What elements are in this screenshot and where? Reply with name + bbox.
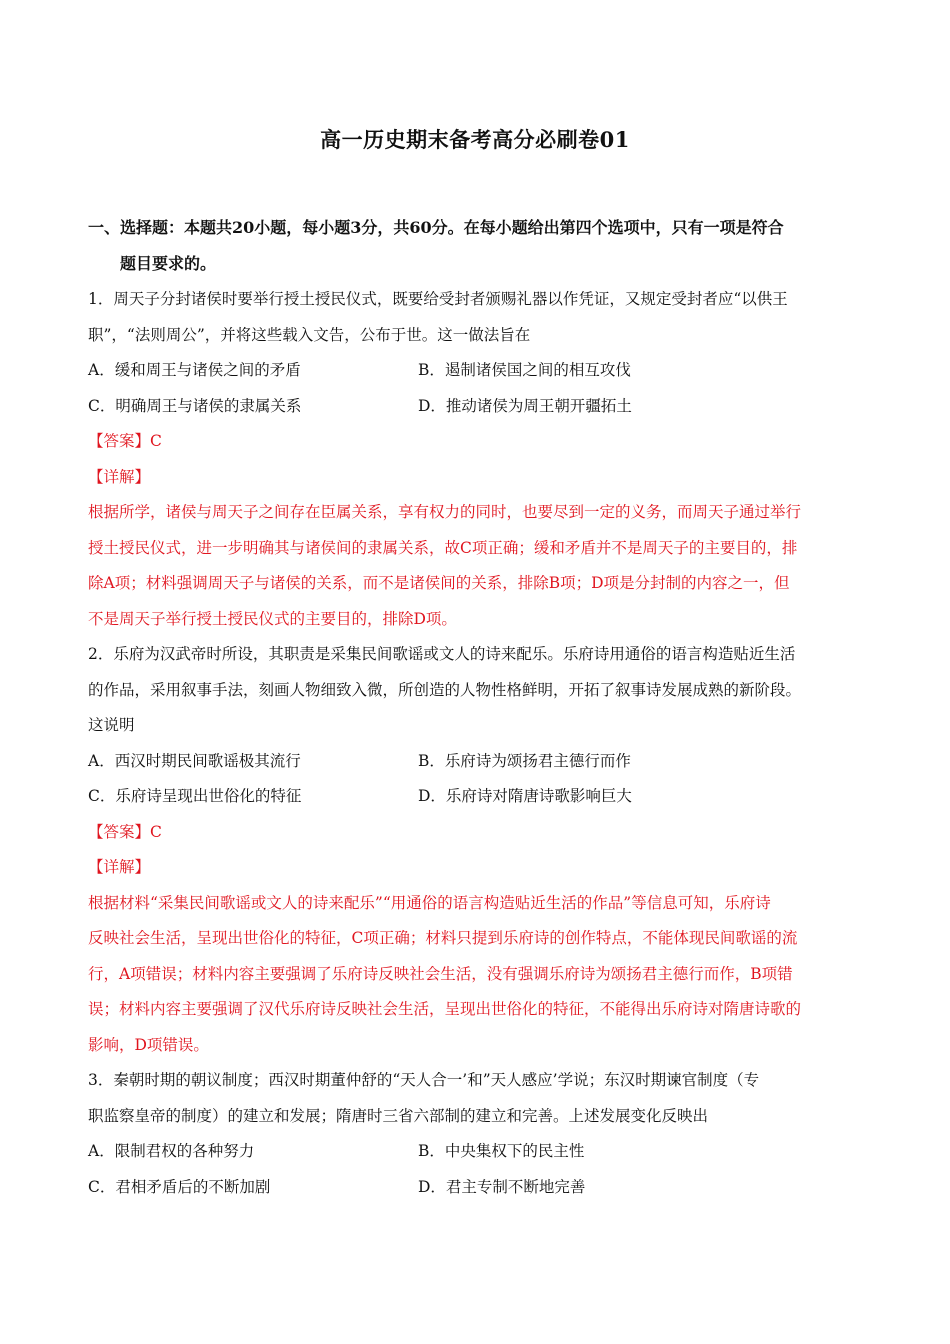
question-1-option-d: D．推动诸侯为周王朝开疆拓土 (418, 396, 632, 415)
questions-container (88, 282, 864, 1205)
question-2-stem-line-3: 这说明 (88, 716, 135, 734)
question-1-stem-line-1: 1．周天子分封诸侯时要举行授土授民仪式，既要给受封者颁赐礼器以作凭证，又规定受封者应“以供王 (88, 290, 788, 308)
question-2-detail-label: 【详解】 (88, 858, 151, 876)
question-1-answer: 【答案】C (88, 432, 162, 450)
question-1 (88, 282, 864, 637)
question-3 (88, 1063, 864, 1205)
question-2 (88, 637, 864, 1063)
question-1-stem-line-2: 职”，“法则周公”，并将这些载入文告，公布于世。这一做法旨在 (88, 325, 531, 344)
question-1-detail-line-3: 除A项；材料强调周天子与诸侯的关系，而不是诸侯间的关系，排除B项；D项是分封制的内容之一，但 (88, 574, 790, 592)
question-2-detail-line-5: 影响，D项错误。 (88, 1035, 209, 1054)
question-2-option-d: D．乐府诗对隋唐诗歌影响巨大 (418, 787, 632, 805)
question-2-detail-line-1: 根据材料“采集民间歌谣或文人的诗来配乐”“用通俗的语言构造贴近生活的作品”等信息可知，乐府诗 (88, 893, 771, 912)
section-heading-line-2: 题目要求的。 (120, 254, 217, 273)
question-2-stem-line-1: 2．乐府为汉武帝时所设，其职责是采集民间歌谣或文人的诗来配乐。乐府诗用通俗的语言构造贴近生活 (88, 645, 796, 663)
question-2-detail-line-3: 行，A项错误；材料内容主要强调了乐府诗反映社会生活，没有强调乐府诗为颂扬君主德行而作，B项错 (88, 964, 793, 983)
question-2-option-a: A．西汉时期民间歌谣极其流行 (88, 751, 301, 770)
question-1-options-row-1 (88, 353, 864, 389)
question-1-detail-line-2: 授土授民仪式，进一步明确其与诸侯间的隶属关系，故C项正确；缓和矛盾并不是周天子的主要目的，排 (88, 538, 798, 557)
question-3-option-a: A．限制君权的各种努力 (88, 1142, 255, 1160)
question-3-option-c: C．君相矛盾后的不断加剧 (88, 1177, 271, 1196)
question-1-detail-line-4: 不是周天子举行授土授民仪式的主要目的，排除D项。 (88, 609, 457, 628)
question-3-option-d: D．君主专制不断地完善 (418, 1177, 586, 1196)
section-heading (88, 210, 868, 282)
question-2-stem-line-2: 的作品，采用叙事手法，刻画人物细致入微，所创造的人物性格鲜明，开拓了叙事诗发展成熟的新阶段。 (88, 680, 802, 699)
question-2-options-row-2 (88, 779, 864, 815)
question-2-answer: 【答案】C (88, 822, 162, 841)
question-2-options-row-1 (88, 744, 864, 780)
question-1-detail-label: 【详解】 (88, 467, 151, 486)
question-3-stem-line-1: 3．秦朝时期的朝议制度；西汉时期董仲舒的“天人合一’和”天人感应’学说；东汉时期谏官制度（专 (88, 1071, 760, 1089)
question-1-option-c: C．明确周王与诸侯的隶属关系 (88, 396, 302, 415)
question-3-option-b: B．中央集权下的民主性 (418, 1142, 585, 1160)
question-1-option-a: A．缓和周王与诸侯之间的矛盾 (88, 361, 301, 379)
question-2-detail-line-2: 反映社会生活，呈现出世俗化的特征，C项正确；材料只提到乐府诗的创作特点，不能体现民间歌谣的流 (88, 929, 798, 947)
section-heading-line-1: 一、选择题：本题共20小题，每小题3分，共60分。在每小题给出第四个选项中，只有一项是符合 (88, 218, 784, 237)
question-1-detail-line-1: 根据所学，诸侯与周天子之间存在臣属关系，享有权力的同时，也要尽到一定的义务，而周天子通过举行 (88, 503, 802, 521)
question-2-detail-line-4: 误；材料内容主要强调了汉代乐府诗反映社会生活，呈现出世俗化的特征，不能得出乐府诗对隋唐诗歌的 (88, 1000, 802, 1018)
question-3-stem-line-2: 职监察皇帝的制度）的建立和发展；隋唐时三省六部制的建立和完善。上述发展变化反映出 (88, 1106, 709, 1125)
question-3-options-row-1 (88, 1134, 864, 1170)
page-title: 高一历史期末备考高分必刷卷01 (320, 127, 630, 152)
question-2-option-c: C．乐府诗呈现出世俗化的特征 (88, 787, 302, 805)
question-1-option-b: B．遏制诸侯国之间的相互攻伐 (418, 361, 631, 379)
question-1-options-row-2 (88, 389, 864, 425)
question-2-option-b: B．乐府诗为颂扬君主德行而作 (418, 751, 631, 770)
question-3-options-row-2 (88, 1170, 864, 1206)
